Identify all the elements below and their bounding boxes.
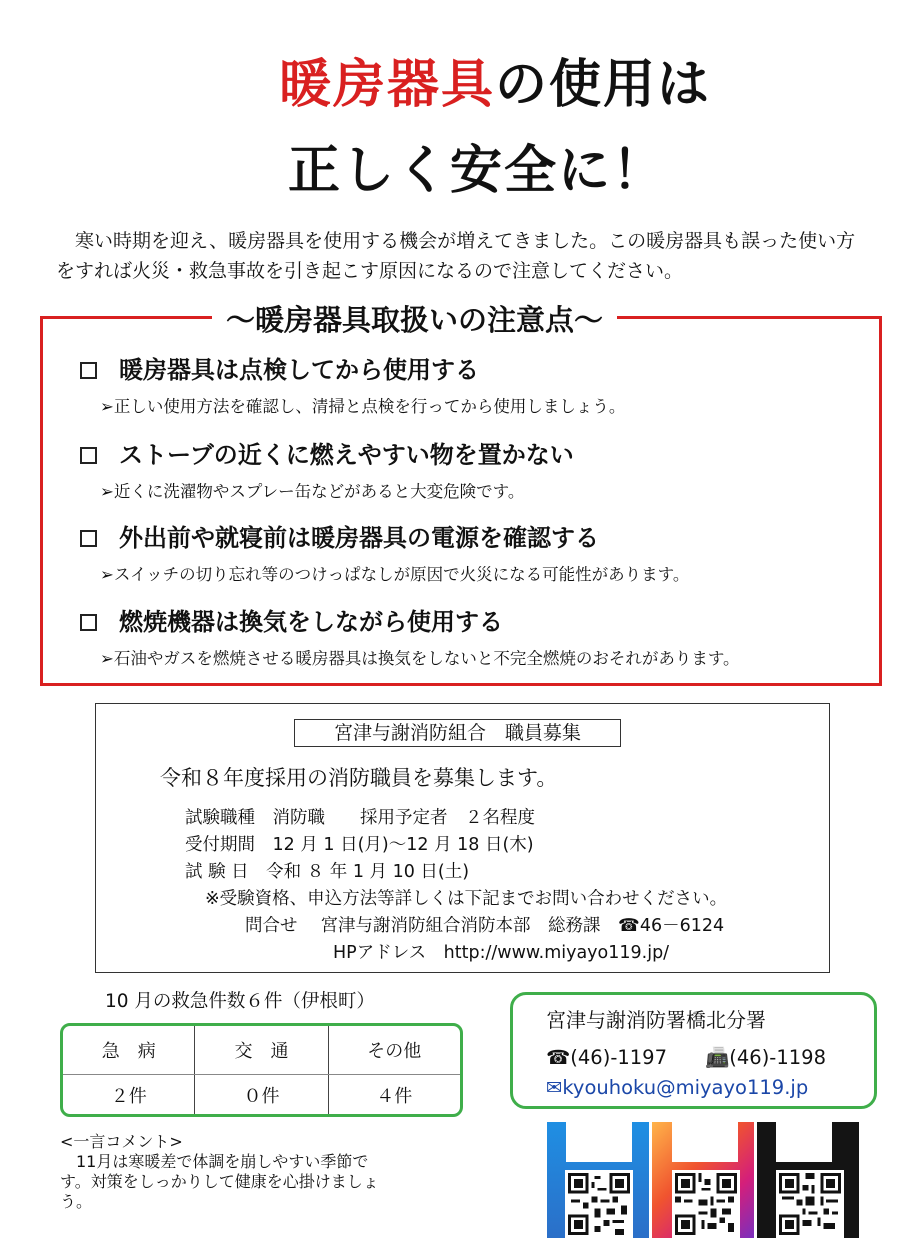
recruit-job: 試験職種 消防職 採用予定者 ２名程度	[185, 808, 535, 828]
recruit-note: ※受験資格、申込方法等詳しくは下記までお問い合わせください。	[205, 889, 728, 909]
instagram-qr-icon[interactable]	[672, 1170, 740, 1238]
caution-item-1	[80, 350, 479, 385]
office-name: 宮津与謝消防署橋北分署	[546, 1008, 766, 1032]
stats-header-traffic: 交 通	[195, 1026, 328, 1075]
checkbox-icon	[80, 447, 97, 464]
stats-header-other: その他	[328, 1026, 460, 1075]
comment	[60, 1132, 460, 1212]
title-line-1-rest: の使用は	[495, 55, 712, 115]
title-highlight: 暖房器具	[278, 55, 495, 115]
comment-line-3: う。	[60, 1192, 93, 1211]
caution-item-3-head: 外出前や就寝前は暖房器具の電源を確認する	[119, 524, 599, 552]
checkbox-icon	[80, 530, 97, 547]
caution-item-2-head: ストーブの近くに燃えやすい物を置かない	[119, 441, 574, 469]
stats-header-illness: 急 病	[63, 1026, 195, 1075]
intro-line-1: 寒い時期を迎え、暖房器具を使用する機会が増えてきました。この暖房器具も誤った使い方	[56, 230, 856, 252]
recruit-contact: 問合せ 宮津与謝消防組合消防本部 総務課 ☎46－6124	[245, 916, 725, 936]
stats-value-traffic: ０件	[195, 1075, 328, 1115]
office-email[interactable]: ✉kyouhoku@miyayo119.jp	[546, 1076, 809, 1099]
caution-title: ～暖房器具取扱いの注意点～	[212, 298, 617, 339]
checkbox-icon	[80, 614, 97, 631]
facebook-logo-window	[566, 1122, 632, 1162]
title-line-1	[0, 42, 900, 117]
recruit-exam-date: 試 験 日 令和 ８ 年 1 月 10 日(土)	[185, 862, 470, 882]
caution-item-3	[80, 518, 599, 553]
comment-line-2: す。対策をしっかりして健康を心掛けましょ	[60, 1172, 379, 1191]
recruit-title: 宮津与謝消防組合 職員募集	[294, 719, 621, 747]
comment-line-1: 11月は寒暖差で体調を崩しやすい季節で	[60, 1152, 369, 1171]
stats-value-other: ４件	[376, 1085, 413, 1107]
intro-text	[56, 226, 876, 286]
caution-item-2-sub: ➢近くに洗濯物やスプレー缶などがあると大変危険です。	[100, 482, 525, 501]
office-tel: ☎(46)-1197	[546, 1046, 667, 1069]
recruit-period: 受付期間 12 月 1 日(月)～12 月 18 日(木)	[185, 835, 534, 855]
tiktok-logo-window	[776, 1122, 832, 1162]
intro-line-2: をすれば火災・救急事故を引き起こす原因になるので注意してください。	[56, 260, 684, 282]
office-fax: 📠(46)-1198	[705, 1046, 826, 1069]
stats-table	[60, 1023, 463, 1117]
checkbox-icon	[80, 362, 97, 379]
instagram-logo-window	[672, 1122, 738, 1162]
caution-item-4-sub: ➢石油やガスを燃焼させる暖房器具は換気をしないと不完全燃焼のおそれがあります。	[100, 649, 740, 668]
caution-item-1-sub: ➢正しい使用方法を確認し、清掃と点検を行ってから使用しましょう。	[100, 397, 626, 416]
comment-heading: <一言コメント>	[60, 1132, 183, 1151]
title-line-2: 正しく安全に！	[287, 141, 666, 201]
stats-value-illness: ２件	[63, 1075, 195, 1115]
tiktok-qr-icon[interactable]	[776, 1170, 844, 1238]
caution-item-4-head: 燃焼機器は換気をしながら使用する	[119, 608, 503, 636]
recruit-homepage[interactable]: HPアドレス http://www.miyayo119.jp/	[333, 943, 670, 963]
facebook-qr-icon[interactable]	[565, 1170, 633, 1238]
stats-title: 10 月の救急件数６件（伊根町）	[105, 991, 375, 1012]
caution-item-4	[80, 602, 503, 637]
caution-item-3-sub: ➢スイッチの切り忘れ等のつけっぱなしが原因で火災になる可能性があります。	[100, 565, 690, 584]
recruit-lead: 令和８年度採用の消防職員を募集します。	[160, 766, 558, 790]
caution-item-2	[80, 435, 574, 470]
caution-item-1-head: 暖房器具は点検してから使用する	[119, 356, 479, 384]
